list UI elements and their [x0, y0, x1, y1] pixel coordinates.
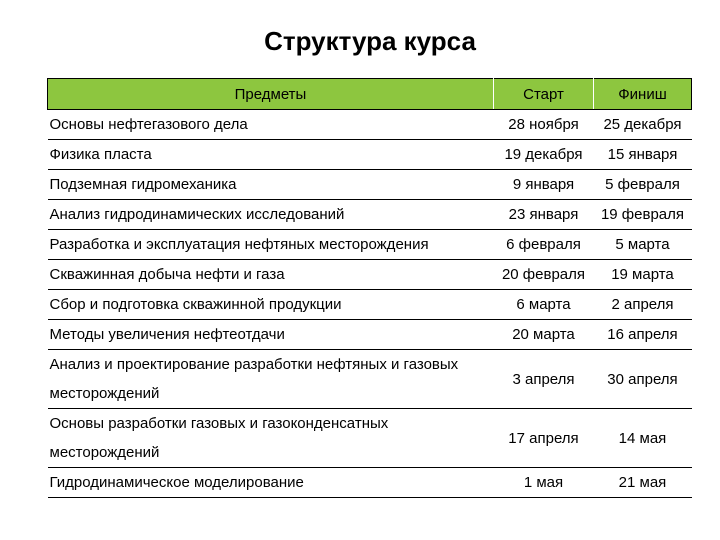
finish-cell: 14 мая [594, 409, 692, 468]
start-cell: 20 февраля [494, 260, 594, 290]
start-cell: 19 декабря [494, 140, 594, 170]
table-row [48, 290, 692, 320]
subject-cell: Анализ гидродинамических исследований [48, 200, 494, 230]
table-row [48, 350, 692, 409]
subject-line: Основы разработки газовых и газоконденсатных [49, 415, 389, 432]
subject-cell: Физика пласта [48, 140, 494, 170]
start-cell: 17 апреля [494, 409, 594, 468]
subject-line: месторождений [49, 385, 160, 402]
header-subjects: Предметы [48, 79, 494, 110]
finish-cell: 25 декабря [594, 110, 692, 140]
start-cell: 28 ноября [494, 110, 594, 140]
start-cell: 23 января [494, 200, 594, 230]
subject-cell: Скважинная добыча нефти и газа [48, 260, 494, 290]
start-cell: 6 февраля [494, 230, 594, 260]
finish-cell: 5 февраля [594, 170, 692, 200]
subject-line: Анализ и проектирование разработки нефтяных и газовых [49, 356, 459, 373]
start-cell: 20 марта [494, 320, 594, 350]
table-row [48, 200, 692, 230]
finish-cell: 5 марта [594, 230, 692, 260]
finish-cell: 30 апреля [594, 350, 692, 409]
table-row [48, 320, 692, 350]
finish-cell: 15 января [594, 140, 692, 170]
table-row [48, 230, 692, 260]
subject-line: месторождений [49, 444, 160, 461]
subject-cell: Основы нефтегазового дела [48, 110, 494, 140]
start-cell: 6 марта [494, 290, 594, 320]
start-cell: 9 января [494, 170, 594, 200]
subject-cell: Методы увеличения нефтеотдачи [48, 320, 494, 350]
subject-cell: Подземная гидромеханика [48, 170, 494, 200]
finish-cell: 19 марта [594, 260, 692, 290]
subject-cell: Сбор и подготовка скважинной продукции [48, 290, 494, 320]
finish-cell: 2 апреля [594, 290, 692, 320]
subject-cell [48, 350, 494, 409]
table-row [48, 140, 692, 170]
table-header-row [48, 79, 692, 110]
subject-cell: Разработка и эксплуатация нефтяных месторождения [48, 230, 494, 260]
course-schedule-table [47, 78, 692, 498]
table-row [48, 170, 692, 200]
table-row [48, 260, 692, 290]
start-cell: 3 апреля [494, 350, 594, 409]
finish-cell: 16 апреля [594, 320, 692, 350]
header-start: Старт [494, 79, 594, 110]
table-row [48, 409, 692, 468]
table-row [48, 468, 692, 498]
page-title: Структура курса [264, 26, 476, 56]
finish-cell: 19 февраля [594, 200, 692, 230]
start-cell: 1 мая [494, 468, 594, 498]
subject-cell [48, 409, 494, 468]
finish-cell: 21 мая [594, 468, 692, 498]
header-finish: Финиш [594, 79, 692, 110]
table-row [48, 110, 692, 140]
subject-cell: Гидродинамическое моделирование [48, 468, 494, 498]
